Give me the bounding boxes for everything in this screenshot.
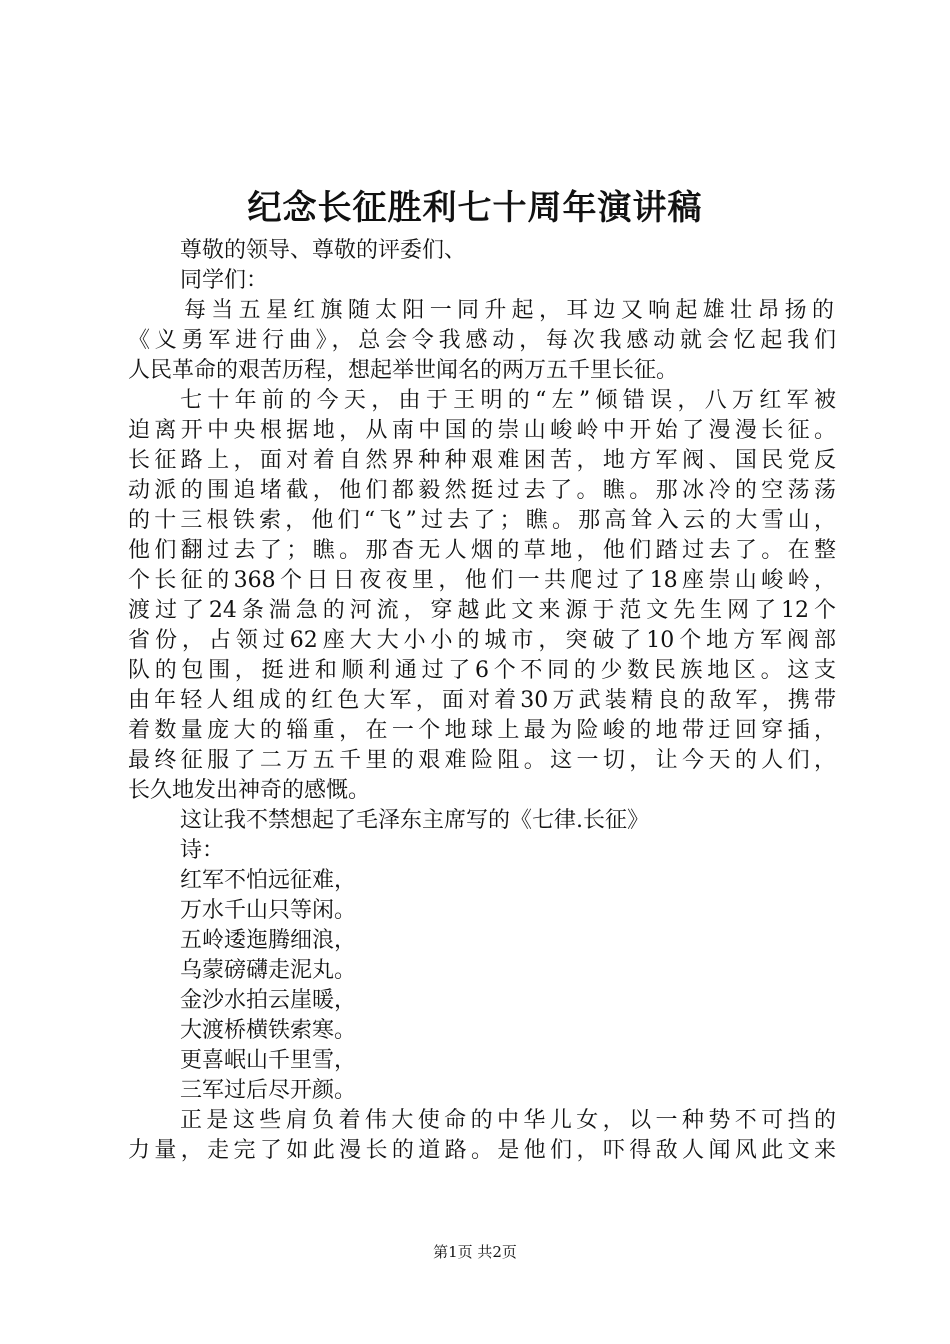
- paragraph-line: 力量，走完了如此漫长的道路。是他们，吓得敌人闻风此文来: [128, 1138, 836, 1163]
- paragraph-line: 省份，占领过62座大大小小的城市，突破了10个地方军阀部: [128, 628, 836, 653]
- greeting-line: 尊敬的领导、尊敬的评委们、: [180, 238, 467, 263]
- paragraph-line: 长久地发出神奇的感慨。: [128, 778, 371, 803]
- paragraph-line: 七十年前的今天，由于王明的“左”倾错误，八万红军被: [180, 388, 836, 413]
- page-number-footer: 第1页 共2页: [433, 1243, 517, 1261]
- paragraph-line: 诗：: [180, 838, 225, 863]
- paragraph-line: 每当五星红旗随太阳一同升起，耳边又响起雄壮昂扬的: [184, 298, 836, 323]
- poem-line: 乌蒙磅礴走泥丸。: [180, 958, 357, 983]
- greeting-line: 同学们：: [180, 268, 269, 293]
- paragraph-line: 队的包围，挺进和顺利通过了6个不同的少数民族地区。这支: [128, 658, 836, 683]
- paragraph-line: 人民革命的艰苦历程，想起举世闻名的两万五千里长征。: [128, 358, 679, 383]
- paragraph-line: 由年轻人组成的红色大军，面对着30万武装精良的敌军，携带: [128, 688, 836, 713]
- paragraph-line: 最终征服了二万五千里的艰难险阻。这一切，让今天的人们，: [128, 748, 836, 773]
- poem-line: 大渡桥横铁索寒。: [180, 1018, 357, 1043]
- poem-line: 三军过后尽开颜。: [180, 1078, 357, 1103]
- poem-line: 更喜岷山千里雪，: [180, 1048, 357, 1073]
- document-title: 纪念长征胜利七十周年演讲稿: [247, 188, 703, 228]
- paragraph-line: 渡过了24条湍急的河流，穿越此文来源于范文先生网了12个: [128, 598, 836, 623]
- paragraph-line: 正是这些肩负着伟大使命的中华儿女，以一种势不可挡的: [180, 1108, 836, 1133]
- poem-line: 万水千山只等闲。: [180, 898, 357, 923]
- paragraph-line: 的十三根铁索，他们“飞”过去了；瞧。那高耸入云的大雪山，: [128, 508, 836, 533]
- paragraph-line: 这让我不禁想起了毛泽东主席写的《七律.长征》: [180, 808, 649, 833]
- paragraph-line: 着数量庞大的辎重，在一个地球上最为险峻的地带迂回穿插，: [128, 718, 836, 743]
- paragraph-line: 动派的围追堵截，他们都毅然挺过去了。瞧。那冰冷的空荡荡: [128, 478, 836, 503]
- poem-line: 五岭逶迤腾细浪，: [180, 928, 357, 953]
- document-body: [128, 236, 836, 1166]
- poem-line: 金沙水拍云崖暖，: [180, 988, 357, 1013]
- paragraph-line: 迫离开中央根据地，从南中国的崇山峻岭中开始了漫漫长征。: [128, 418, 836, 443]
- poem-line: 红军不怕远征难，: [180, 868, 357, 893]
- paragraph-line: 个长征的368个日日夜夜里，他们一共爬过了18座崇山峻岭，: [128, 568, 836, 593]
- paragraph-line: 《义勇军进行曲》，总会令我感动，每次我感动就会忆起我们: [128, 328, 836, 353]
- paragraph-line: 他们翻过去了；瞧。那杳无人烟的草地，他们踏过去了。在整: [128, 538, 836, 563]
- paragraph-line: 长征路上，面对着自然界种种艰难困苦，地方军阀、国民党反: [128, 448, 836, 473]
